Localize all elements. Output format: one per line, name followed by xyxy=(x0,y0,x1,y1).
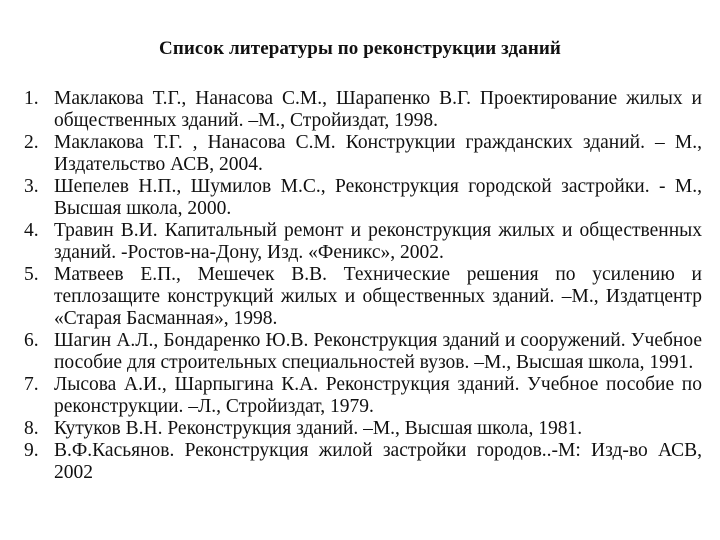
list-item-text: Шепелев Н.П., Шумилов М.С., Реконструкция городской застройки. - М., Высшая школа, 2000. xyxy=(54,176,702,219)
list-item xyxy=(24,88,702,132)
list-item-text: Шагин А.Л., Бондаренко Ю.В. Реконструкция зданий и сооружений. Учебное пособие для строительных специальностей вузов. –М., Высшая школа, 1991. xyxy=(54,330,702,373)
list-item-text: Матвеев Е.П., Мешечек В.В. Технические решения по усилению и теплозащите конструкций жилых и общественных зданий. –М., Издатцентр «Старая Басманная», 1998. xyxy=(54,264,702,329)
list-item-number: 4. xyxy=(24,220,39,241)
page-title: Список литературы по реконструкции зданий xyxy=(159,38,561,59)
list-item-number: 7. xyxy=(24,374,39,395)
list-item-number: 1. xyxy=(24,88,39,109)
list-item-text: Кутуков В.Н. Реконструкция зданий. –М., Высшая школа, 1981. xyxy=(54,418,583,439)
reference-list xyxy=(24,88,702,484)
list-item-text: В.Ф.Касьянов. Реконструкция жилой застройки городов..-М: Изд-во АСВ, 2002 xyxy=(54,440,702,483)
list-item-number: 3. xyxy=(24,176,39,197)
list-item xyxy=(24,132,702,176)
list-item-number: 9. xyxy=(24,440,39,461)
list-item xyxy=(24,264,702,330)
list-item-text: Маклакова Т.Г., Нанасова С.М., Шарапенко В.Г. Проектирование жилых и общественных зданий. –М., Стройиздат, 1998. xyxy=(54,88,702,131)
list-item xyxy=(24,220,702,264)
list-item-text: Маклакова Т.Г. , Нанасова С.М. Конструкции гражданских зданий. – М., Издательство АСВ, 2004. xyxy=(54,132,702,175)
list-item xyxy=(24,418,702,440)
list-item xyxy=(24,440,702,484)
list-item xyxy=(24,176,702,220)
list-item xyxy=(24,374,702,418)
list-item-number: 8. xyxy=(24,418,39,439)
list-item-number: 5. xyxy=(24,264,39,285)
list-item xyxy=(24,330,702,374)
list-item-text: Лысова А.И., Шарпыгина К.А. Реконструкция зданий. Учебное пособие по реконструкции. –Л., Стройиздат, 1979. xyxy=(54,374,702,417)
list-item-number: 6. xyxy=(24,330,39,351)
list-item-text: Травин В.И. Капитальный ремонт и реконструкция жилых и общественных зданий. -Ростов-на-Дону, Изд. «Феникс», 2002. xyxy=(54,220,702,263)
list-item-number: 2. xyxy=(24,132,39,153)
